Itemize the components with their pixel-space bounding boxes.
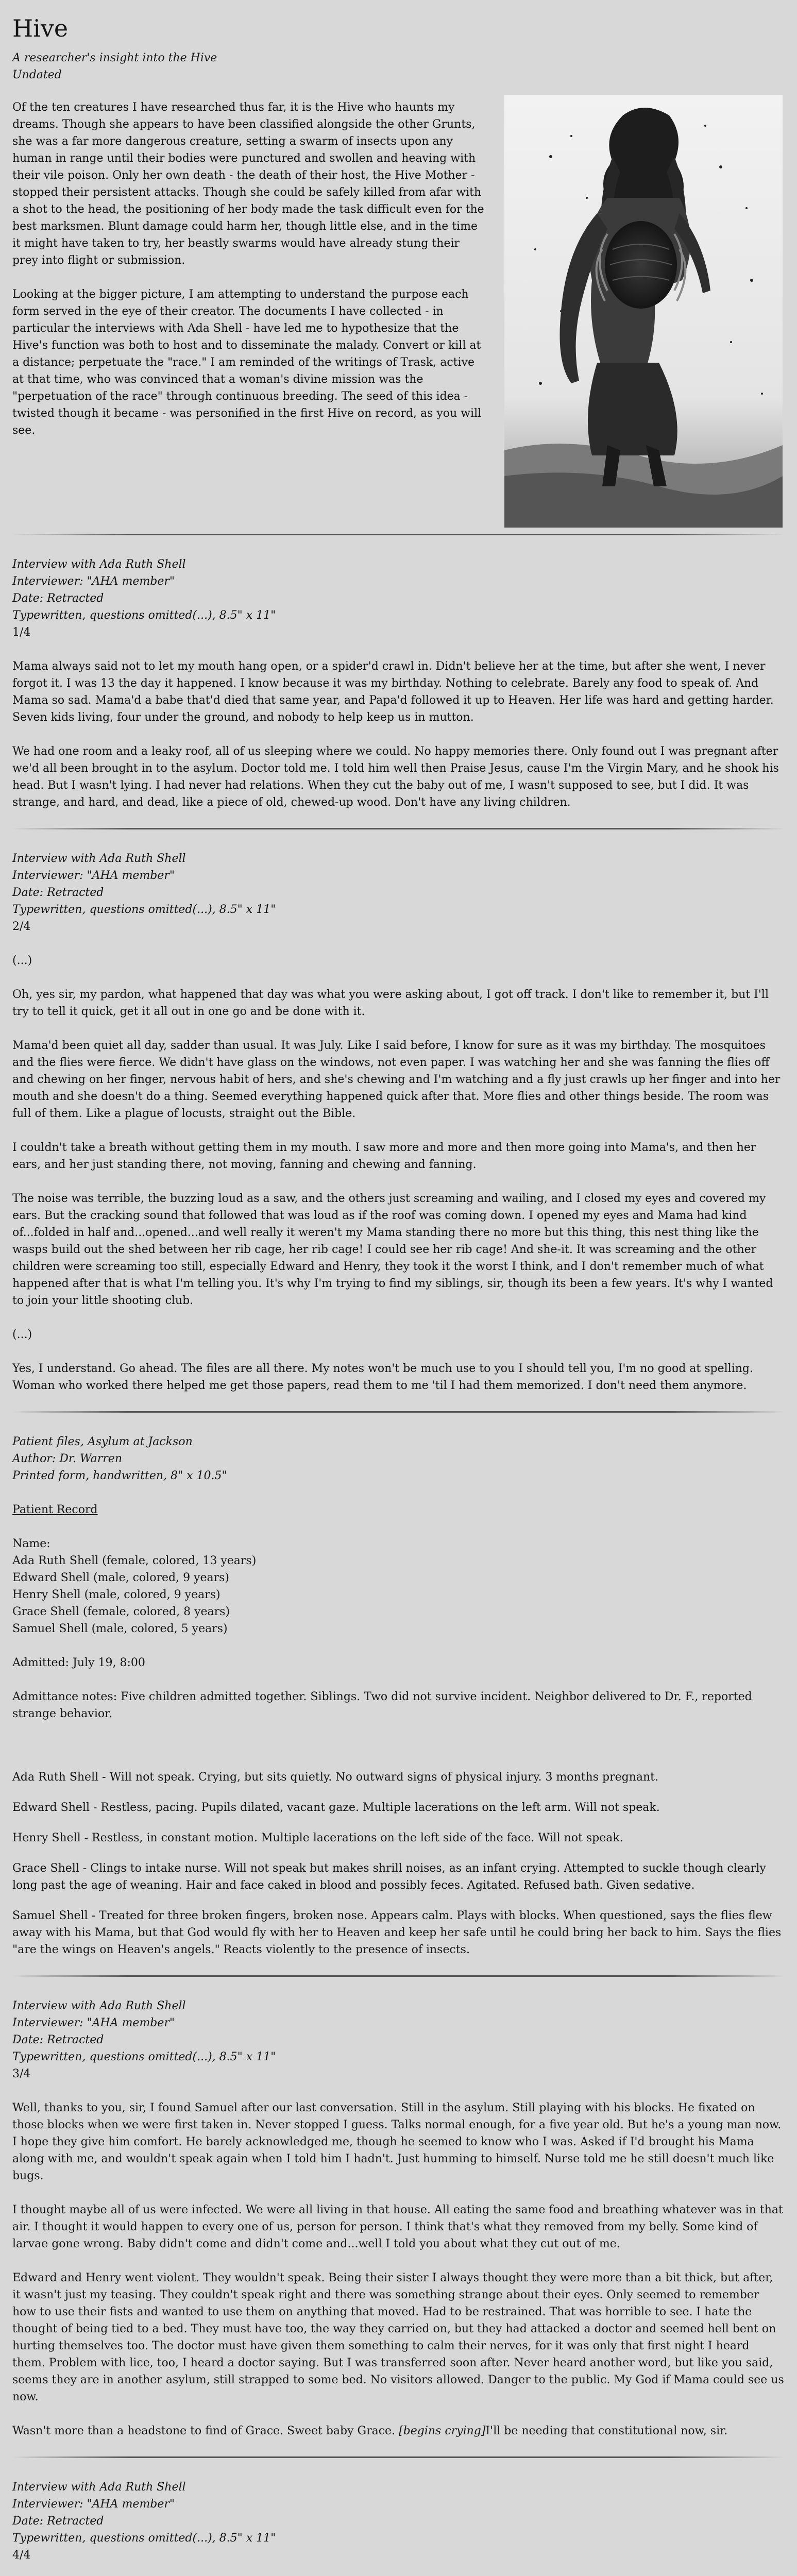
page-number: 1/4 (12, 626, 31, 639)
admitted-time: Admitted: July 19, 8:00 (12, 1656, 145, 1669)
patient-name: Samuel Shell (male, colored, 5 years) (12, 1622, 228, 1635)
meta-line: Interview with Ada Ruth Shell (12, 852, 186, 865)
patient-name-list (12, 1535, 785, 1637)
section-divider (12, 1975, 785, 1977)
meta-line: Date: Retracted (12, 592, 104, 605)
intro-text (12, 49, 486, 439)
interview-closing (12, 2422, 785, 2439)
intro-subtitle: A researcher's insight into the Hive (12, 52, 217, 64)
document-meta (12, 2479, 785, 2564)
page-title: Hive (12, 14, 69, 42)
intro-date: Undated (12, 69, 62, 81)
meta-line: Interviewer: "AHA member" (12, 2498, 175, 2511)
section-divider (12, 828, 785, 829)
intro-section (12, 49, 785, 534)
patient-note: Henry Shell - Restless, in constant motion. Multiple lacerations on the left side of the face. Will not speak. (12, 1832, 623, 1844)
stage-direction: [begins crying] (399, 2425, 486, 2437)
meta-line: Interviewer: "AHA member" (12, 869, 175, 882)
section-divider (12, 1411, 785, 1413)
meta-line: Patient files, Asylum at Jackson (12, 1435, 193, 1448)
meta-line: Typewritten, questions omitted(...), 8.5" x 11" (12, 609, 276, 622)
interview-paragraph: The noise was terrible, the buzzing loud as a saw, and the others just screaming and wailing, and I closed my eyes and covered my ears. But the cracking sound that followed that was loud as if the roof was coming down. I opened my eyes and Mama had kind of...folded in half and...opened...and well really it weren't my Mama standing there no more but this thing, this nest thing like the wasps build out the shed between her rib cage, her rib cage! I could see her rib cage! And she-it. It was screaming and the other children were screaming too still, especially Edward and Henry, they took it the worst I think, and I don't remember much of what happened after that is what I'm telling you. It's why I'm trying to find my siblings, sir, though its been a few years. It's why I wanted to join your little shooting club. (12, 1192, 773, 1307)
interview-paragraph: Mama'd been quiet all day, sadder than usual. It was July. Like I said before, I know for sure as it was my birthday. The mosquitoes and the flies were fierce. We didn't have glass on the windows, not even paper. I was watching her and she was fanning the flies off and chewing on her finger, nervous habit of hers, and she's chewing and I'm watching and a fly just crawls up her finger and into her mouth and she doesn't do a thing. Seemed everything happened quick after that. More flies and other things beside. The room was full of them. Like a plague of locusts, straight out the Bible. (12, 1039, 781, 1120)
interview-paragraph: Well, thanks to you, sir, I found Samuel after our last conversation. Still in the asylum. Still playing with his blocks. He fixated on those blocks when we were first taken in. Never stopped I guess. Talks normal enough, for a five year old. But he's a young man now. I hope they give him comfort. He barely acknowledged me, though he seemed to know who I was. Asked if I'd brought his Mama along with me, and wouldn't speak again when I told him I hadn't. Just humming to himself. Nurse told me he still doesn't much like bugs. (12, 2102, 782, 2182)
meta-line: Interview with Ada Ruth Shell (12, 1999, 186, 2012)
patient-record-heading: Patient Record (12, 1503, 98, 1516)
section-divider (12, 534, 785, 535)
intro-paragraph: Looking at the bigger picture, I am attempting to understand the purpose each form served in the eye of their creator. The documents I have collected - in particular the interviews with Ada Shell - have led me to hypothesize that the Hive's function was both to host and to disseminate the malady. Convert or kill at a distance; perpetuate the "race." I am reminded of the writings of Trask, active at that time, who was convinced that a woman's divine mission was the "perpetuation of the race" through continuous breeding. The seed of this idea - twisted though it became - was personified in the first Hive on record, as you will see. (12, 288, 482, 437)
admittance-notes: Admittance notes: Five children admitted together. Siblings. Two did not survive incident. Neighbor delivered to Dr. F., reported strange behavior. (12, 1690, 752, 1720)
document-meta (12, 556, 785, 641)
patient-note: Grace Shell - Clings to intake nurse. Will not speak but makes shrill noises, as an infant crying. Attempted to suckle though clearly long past the age of weaning. Hair and face caked in blood and possibly feces. Agitated. Refused bath. Given sedative. (12, 1862, 766, 1892)
interview-section-3 (12, 1997, 785, 2439)
patient-name: Henry Shell (male, colored, 9 years) (12, 1588, 221, 1601)
patient-name: Edward Shell (male, colored, 9 years) (12, 1571, 230, 1584)
name-label: Name: (12, 1537, 50, 1550)
page-number: 2/4 (12, 920, 31, 933)
meta-line: Typewritten, questions omitted(...), 8.5" x 11" (12, 2050, 276, 2063)
section-divider (12, 2456, 785, 2458)
interview-section-4 (12, 2479, 785, 2576)
patient-name: Grace Shell (female, colored, 8 years) (12, 1605, 230, 1618)
interview-paragraph: Edward and Henry went violent. They wouldn't speak. Being their sister I always thought they were more than a bit thick, but after, it wasn't just my teasing. They couldn't speak right and there was something strange about their eyes. Only seemed to remember how to use their fists and wanted to use them on anything that moved. Had to be restrained. That was horrible to see. I hate the thought of being tied to a bed. They must have too, the way they carried on, but they had attacked a doctor and seemed hell bent on hurting themselves too. The doctor must have given them something to calm their nerves, for it was only that first night I heard them. Problem with lice, too, I heard a doctor saying. But I was transferred soon after. Never heard another word, but like you said, seems they are in another asylum, still strapped to some bed. No visitors allowed. Danger to the public. My God if Mama could see us now. (12, 2272, 784, 2403)
patient-files-section (12, 1433, 785, 1958)
meta-line: Date: Retracted (12, 2515, 104, 2528)
meta-line: Interviewer: "AHA member" (12, 575, 175, 588)
meta-line: Printed form, handwritten, 8" x 10.5" (12, 1469, 227, 1482)
interview-paragraph: I couldn't take a breath without getting them in my mouth. I saw more and more and then more going into Mama's, and then her ears, and her just standing there, not moving, fanning and chewing and fanning. (12, 1141, 756, 1171)
meta-line: Interviewer: "AHA member" (12, 2016, 175, 2029)
page-number: 3/4 (12, 2067, 31, 2080)
meta-line: Interview with Ada Ruth Shell (12, 2481, 186, 2494)
interview-paragraph: We had one room and a leaky roof, all of us sleeping where we could. No happy memories there. Only found out I was pregnant after we'd all been brought in to the asylum. Doctor told me. I told him well then Praise Jesus, cause I'm the Virgin Mary, and he shook his head. But I wasn't lying. I had never had relations. When they cut the baby out of me, I wasn't supposed to see, but I did. It was strange, and hard, and dead, like a piece of old, chewed-up wood. Don't have any living children. (12, 745, 779, 809)
document-meta (12, 1433, 785, 1484)
interview-section-2 (12, 850, 785, 1394)
hive-figure (504, 95, 783, 528)
interview-paragraph: Oh, yes sir, my pardon, what happened that day was what you were asking about, I got off track. I don't like to remember it, but I'll try to tell it quick, get it all out in one go and be done with it. (12, 988, 769, 1018)
closing-text: I'll be needing that constitutional now, sir. (485, 2425, 728, 2437)
interview-paragraph: (...) (12, 954, 32, 967)
intro-paragraph: Of the ten creatures I have researched thus far, it is the Hive who haunts my dreams. Though she appears to have been classified alongside the other Grunts, she was a far more dangerous creature, setting a swarm of insects upon any human in range until their bodies were punctured and swollen and heaving with their vile poison. Only her own death - the death of their host, the Hive Mother - stopped their persistent attacks. Though she could be safely killed from afar with a shot to the head, the positioning of her body made the task difficult even for the best marksmen. Blunt damage could harm her, though little else, and in the time it might have taken to try, her beastly swarms would have already stung their prey into flight or submission. (12, 101, 484, 267)
document-meta (12, 850, 785, 935)
meta-line: Date: Retracted (12, 886, 104, 899)
meta-line: Date: Retracted (12, 2033, 104, 2046)
intro-header (12, 49, 486, 83)
interview-section-1 (12, 556, 785, 811)
page-number: 4/4 (12, 2549, 31, 2562)
hive-figure-illustration (504, 95, 783, 528)
meta-line: Typewritten, questions omitted(...), 8.5" x 11" (12, 2532, 276, 2545)
patient-note: Samuel Shell - Treated for three broken fingers, broken nose. Appears calm. Plays with blocks. When questioned, says the flies flew away with his Mama, but that God would fly with her to Heaven and keep her safe until he could bring her back to him. Says the flies "are the wings on Heaven's angels." Reacts violently to the presence of insects. (12, 1909, 782, 1956)
patient-name: Ada Ruth Shell (female, colored, 13 years) (12, 1554, 257, 1567)
patient-note: Edward Shell - Restless, pacing. Pupils dilated, vacant gaze. Multiple lacerations on the left arm. Will not speak. (12, 1801, 660, 1814)
patient-note: Ada Ruth Shell - Will not speak. Crying, but sits quietly. No outward signs of physical injury. 3 months pregnant. (12, 1771, 658, 1784)
interview-paragraph: Mama always said not to let my mouth hang open, or a spider'd crawl in. Didn't believe her at the time, but after she went, I never forgot it. I was 13 the day it happened. I know because it was my birthday. Nothing to celebrate. Barely any food to speak of. And Mama so sad. Mama'd a babe that'd died that same year, and Papa'd followed it up to Heaven. Her life was hard and getting harder. Seven kids living, four under the ground, and nobody to help keep us in mutton. (12, 660, 774, 724)
meta-line: Typewritten, questions omitted(...), 8.5" x 11" (12, 903, 276, 916)
interview-paragraph: I thought maybe all of us were infected. We were all living in that house. All eating the same food and breathing whatever was in that air. I thought it would happen to every one of us, person for person. I think that's what they removed from my belly. Some kind of larvae gone wrong. Baby didn't come and didn't come and...well I told you about what they cut out of me. (12, 2204, 783, 2250)
meta-line: Author: Dr. Warren (12, 1452, 122, 1465)
interview-paragraph: Yes, I understand. Go ahead. The files are all there. My notes won't be much use to you I should tell you, I'm no good at spelling. Woman who worked there helped me get those papers, read them to me 'til I had them memorized. I don't need them anymore. (12, 1362, 753, 1392)
meta-line: Interview with Ada Ruth Shell (12, 558, 186, 571)
interview-paragraph: (...) (12, 1328, 32, 1341)
closing-text: Wasn't more than a headstone to find of Grace. Sweet baby Grace. (12, 2425, 396, 2437)
document-meta (12, 1997, 785, 2082)
